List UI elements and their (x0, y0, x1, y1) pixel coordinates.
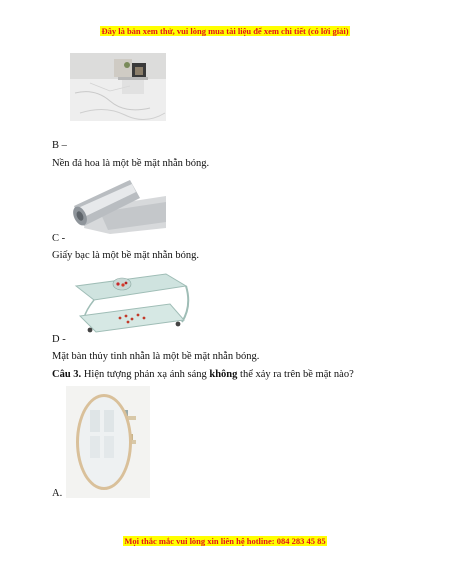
option-a-letter: A. (52, 488, 63, 499)
question-number: Câu 3. (52, 369, 82, 380)
question-3 (52, 368, 354, 381)
option-d-text: Mặt bàn thủy tinh nhẵn là một bề mặt nhẵn bóng. (52, 351, 260, 362)
preview-notice-text: Đây là bản xem thử, vui lòng mua tài liệu để xem chi tiết (có lời giải) (101, 26, 349, 36)
preview-notice-banner (0, 26, 450, 36)
option-d-letter: D - (52, 334, 66, 345)
option-c-letter: C - (52, 233, 66, 244)
round-mirror-image (66, 386, 150, 498)
hotline-notice-text: Mọi thắc mắc vui lòng xin liên hệ hotline: 084 283 45 85 (124, 536, 326, 546)
option-b-text: Nền đá hoa là một bề mặt nhẵn bóng. (52, 158, 210, 169)
option-c-text: Giấy bạc là một bề mặt nhẵn bóng. (52, 250, 199, 261)
question-text-before: Hiện tượng phản xạ ánh sáng (81, 369, 210, 380)
question-text-after: thể xảy ra trên bề mặt nào? (237, 369, 354, 380)
question-emphasis: không (209, 369, 238, 380)
aluminum-foil-image (70, 178, 166, 234)
option-b-letter: B – (52, 140, 67, 151)
hotline-notice-banner (0, 536, 450, 546)
glass-table-image (70, 266, 190, 338)
marble-floor-image (70, 53, 166, 121)
